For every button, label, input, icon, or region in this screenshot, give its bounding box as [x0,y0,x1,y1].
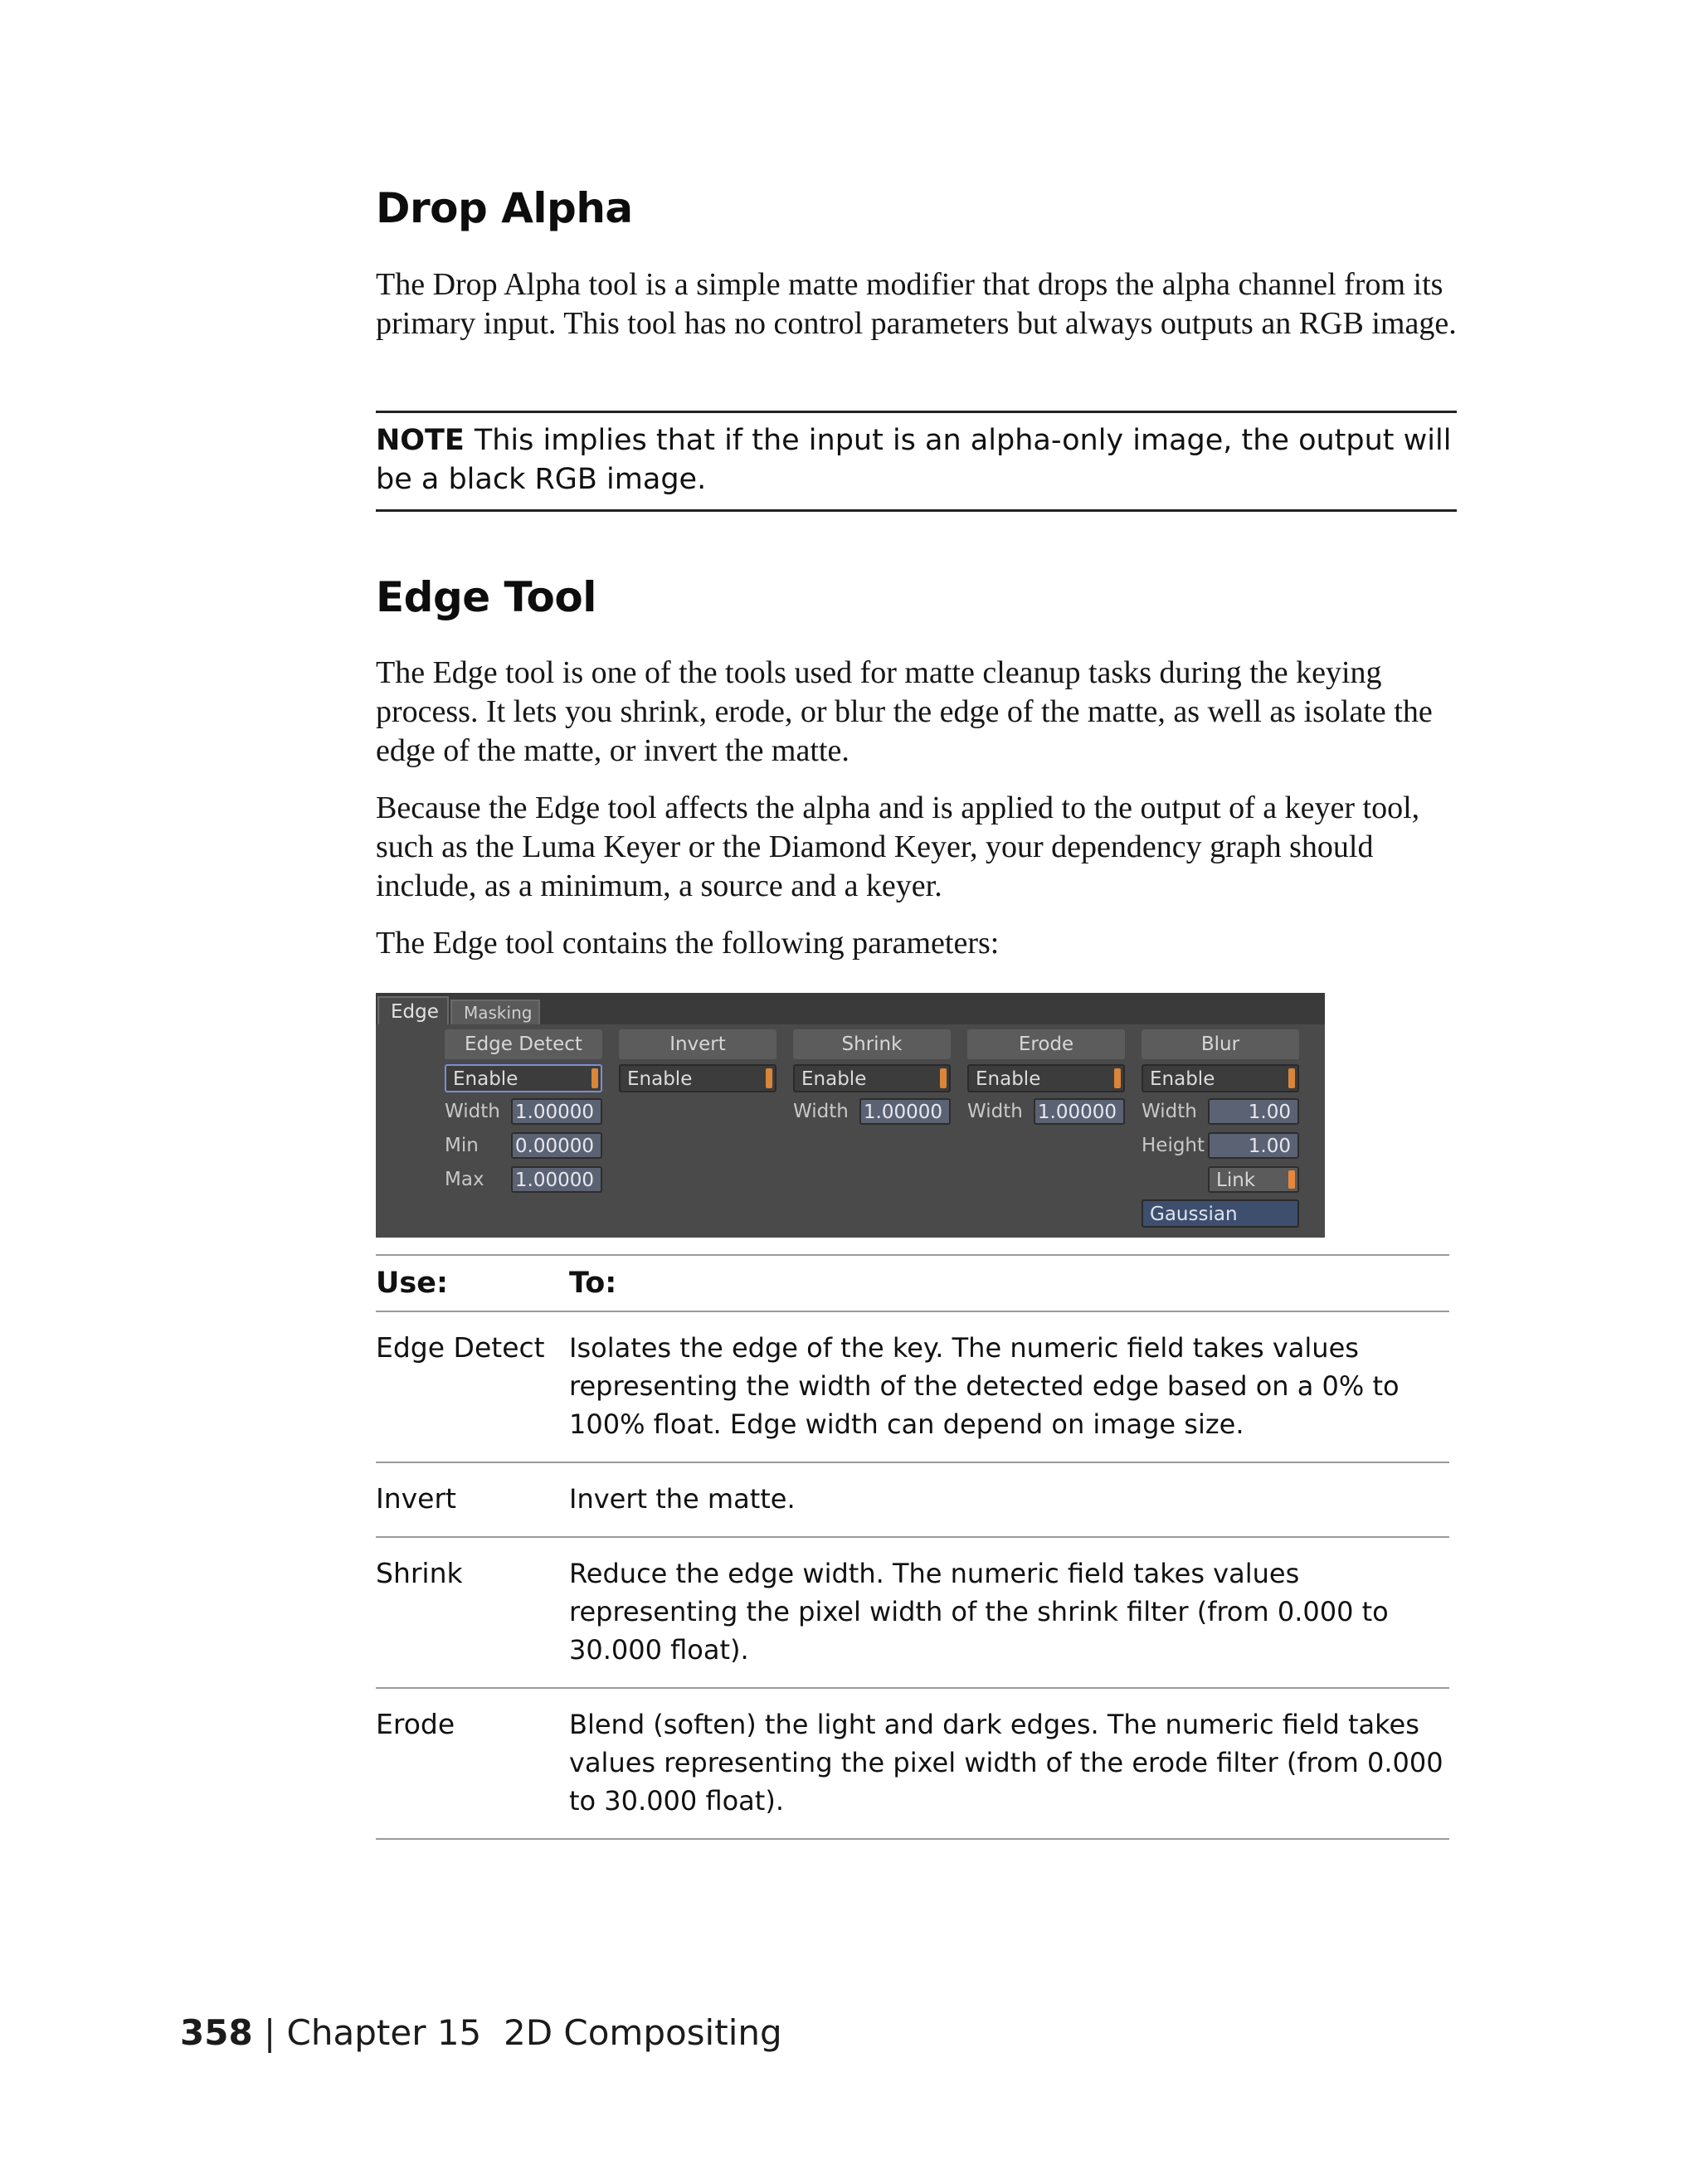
table-cell-use: Erode [376,1708,455,1740]
toggle-indicator [1114,1068,1121,1088]
blur-filter-dropdown[interactable]: Gaussian [1142,1199,1299,1228]
edge-tool-section [376,573,1457,621]
edge-detect-max-label: Max [445,1169,484,1190]
toggle-indicator [591,1068,598,1088]
table-cell-to: Isolates the edge of the key. The numeric field takes values representing the width of the detected edge based on a 0% to 100% float. Edge width can depend on image size. [569,1332,1400,1440]
table-rule [376,1838,1449,1840]
edge-detect-enable-button[interactable] [445,1064,602,1092]
toggle-indicator [1288,1068,1295,1088]
table-header-row [376,1256,1449,1311]
edge-detect-min-field[interactable]: 0.00000 [511,1132,602,1159]
table-row [376,1689,1449,1838]
page-number: 358 [180,2012,253,2053]
shrink-width-field[interactable]: 1.00000 [859,1098,951,1125]
enable-label: Enable [1150,1068,1215,1090]
parameters-table [376,1254,1449,1840]
edge-tool-paragraph-3: The Edge tool contains the following parameters: [376,926,1000,961]
blur-height-label: Height [1142,1135,1205,1156]
edge-tool-paragraph-2: Because the Edge tool affects the alpha and is applied to the output of a keyer tool, such as the Luma Keyer or the Diamond Keyer, your dependency graph should include, as a minimum, a source and a keyer. [376,790,1420,903]
chapter-label: Chapter 15 [286,2012,482,2053]
tab-bar [376,993,1325,1024]
link-label: Link [1216,1170,1256,1191]
shrink-enable-button[interactable] [793,1064,951,1092]
note-box [376,411,1457,512]
table-row [376,1463,1449,1536]
drop-alpha-section [376,184,1457,232]
enable-label: Enable [453,1068,518,1090]
table-cell-use: Invert [376,1482,456,1515]
edge-tool-paragraph-1: The Edge tool is one of the tools used for matte cleanup tasks during the keying process. It lets you shrink, erode, or blur the edge of the matte, as well as isolate the edge of the matte, or invert the matte. [376,655,1433,768]
erode-enable-button[interactable] [967,1064,1125,1092]
table-header-use: Use: [376,1267,448,1300]
erode-width-label: Width [967,1101,1023,1122]
page-footer [180,2012,782,2053]
edge-tool-paragraph-2-wrap [376,789,1457,906]
table-cell-to: Reduce the edge width. The numeric field takes values representing the pixel width of the shrink filter (from 0.000 to 30.000 float). [569,1558,1389,1666]
note-label: NOTE [376,424,465,457]
section-title-edge-tool: Edge Tool [376,573,596,621]
edge-detect-width-field[interactable]: 1.00000 [511,1098,602,1125]
edge-tool-panel [376,993,1325,1238]
shrink-width-label: Width [793,1101,849,1122]
blur-enable-button[interactable] [1142,1064,1299,1092]
edge-detect-min-label: Min [445,1135,479,1156]
column-header-erode: Erode [967,1029,1125,1059]
blur-link-toggle[interactable] [1208,1166,1299,1193]
toggle-indicator [1288,1170,1295,1189]
note-text: This implies that if the input is an alpha-only image, the output will be a black RGB image. [376,424,1452,496]
blur-height-field[interactable]: 1.00 [1208,1132,1299,1159]
edge-detect-width-label: Width [445,1101,500,1122]
toggle-indicator [940,1068,947,1088]
chapter-title: 2D Compositing [503,2012,782,2053]
table-header-to: To: [569,1267,617,1300]
edge-tool-paragraph-1-wrap [376,654,1457,771]
invert-enable-button[interactable] [619,1064,776,1092]
column-header-shrink: Shrink [793,1029,951,1059]
edge-tool-paragraph-3-wrap [376,924,1457,963]
erode-width-field[interactable]: 1.00000 [1034,1098,1125,1125]
edge-detect-max-field[interactable]: 1.00000 [511,1166,602,1193]
drop-alpha-body [376,265,1457,343]
column-header-edge-detect: Edge Detect [445,1029,602,1059]
toggle-indicator [766,1068,772,1088]
footer-separator: | [264,2012,276,2053]
enable-label: Enable [976,1068,1041,1090]
section-title-drop-alpha: Drop Alpha [376,184,633,232]
drop-alpha-paragraph: The Drop Alpha tool is a simple matte modifier that drops the alpha channel from its primary input. This tool has no control parameters but always outputs an RGB image. [376,267,1457,341]
tab-edge[interactable]: Edge [377,996,449,1024]
blur-width-field[interactable]: 1.00 [1208,1098,1299,1125]
blur-width-label: Width [1142,1101,1197,1122]
column-header-invert: Invert [619,1029,776,1059]
table-row [376,1538,1449,1687]
table-cell-use: Edge Detect [376,1331,545,1364]
tab-masking[interactable]: Masking [450,1000,540,1024]
table-cell-to: Blend (soften) the light and dark edges. The numeric field takes values representing the pixel width of the erode filter (from 0.000 to 30.000 float). [569,1709,1443,1817]
table-cell-to: Invert the matte. [569,1483,796,1515]
table-row [376,1312,1449,1462]
enable-label: Enable [801,1068,867,1090]
column-header-blur: Blur [1142,1029,1299,1059]
table-cell-use: Shrink [376,1557,463,1589]
enable-label: Enable [627,1068,693,1090]
